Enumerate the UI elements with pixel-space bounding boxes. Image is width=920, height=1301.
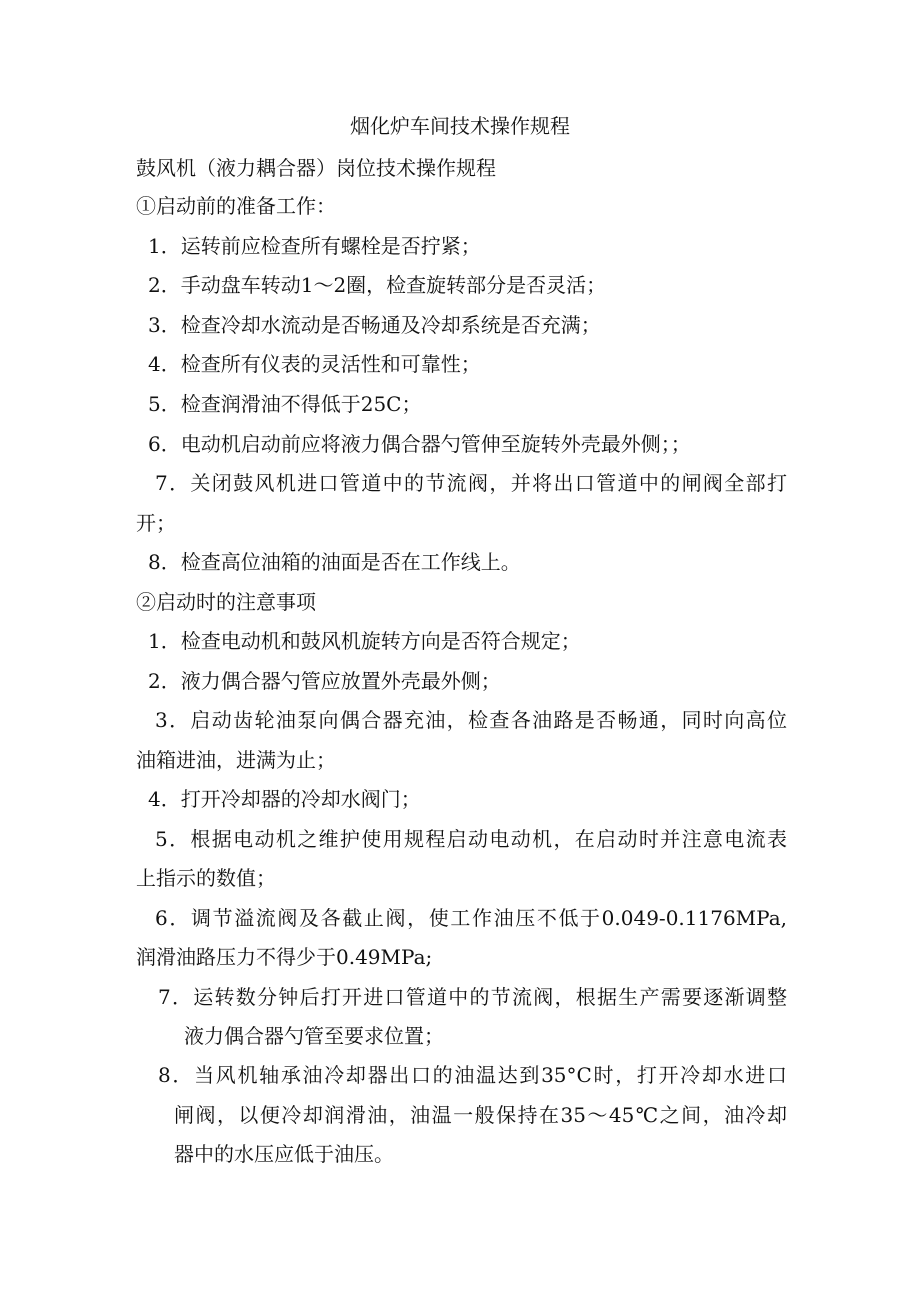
document-title: 烟化炉车间技术操作规程 bbox=[350, 114, 570, 138]
section2-item-7: 7．运转数分钟后打开进口管道中的节流阀，根据生产需要逐渐调整 bbox=[158, 985, 787, 1009]
section2-item-4: 4．打开冷却器的冷却水阀门； bbox=[148, 787, 421, 811]
section1-item-4: 4．检查所有仪表的灵活性和可靠性； bbox=[148, 352, 481, 376]
section1-item-1: 1．运转前应检查所有螺栓是否拧紧； bbox=[148, 234, 481, 258]
section2-heading: ②启动时的注意事项 bbox=[136, 590, 316, 614]
section1-item-7-continued: 开； bbox=[136, 511, 176, 535]
section2-item-6-continued: 润滑油路压力不得少于0.49MPa; bbox=[136, 945, 433, 969]
section1-item-8: 8．检查高位油箱的油面是否在工作线上。 bbox=[148, 550, 521, 574]
section2-item-7-continued: 液力偶合器勺管至要求位置； bbox=[184, 1024, 444, 1048]
section1-item-2: 2．手动盘车转动1～2圈，检查旋转部分是否灵活； bbox=[148, 273, 607, 297]
section2-item-3: 3．启动齿轮油泵向偶合器充油，检查各油路是否畅通，同时向高位 bbox=[155, 708, 787, 732]
section2-item-8-continued-1: 闸阀，以便冷却润滑油，油温一般保持在35～45℃之间，油冷却 bbox=[174, 1103, 787, 1127]
section1-item-5: 5．检查润滑油不得低于25C； bbox=[148, 392, 422, 416]
section2-item-8: 8．当风机轴承油冷却器出口的油温达到35°C时，打开冷却水进口 bbox=[158, 1063, 787, 1087]
section2-item-8-continued-2: 器中的水压应低于油压。 bbox=[174, 1142, 394, 1166]
section2-item-3-continued: 油箱进油，进满为止； bbox=[136, 748, 336, 772]
section2-item-6: 6．调节溢流阀及各截止阀，使工作油压不低于0.049-0.1176MPa, bbox=[155, 906, 787, 930]
section1-heading: ①启动前的准备工作： bbox=[136, 194, 336, 218]
section2-item-2: 2．液力偶合器勺管应放置外壳最外侧； bbox=[148, 669, 501, 693]
section1-item-6: 6．电动机启动前应将液力偶合器勺管伸至旋转外壳最外侧；； bbox=[148, 432, 691, 456]
section1-item-3: 3．检查冷却水流动是否畅通及冷却系统是否充满； bbox=[148, 313, 601, 337]
section1-item-7: 7．关闭鼓风机进口管道中的节流阀，并将出口管道中的闸阀全部打 bbox=[155, 471, 787, 495]
document-subtitle: 鼓风机（液力耦合器）岗位技术操作规程 bbox=[136, 156, 496, 180]
section2-item-5-continued: 上指示的数值； bbox=[136, 866, 276, 890]
section2-item-5: 5．根据电动机之维护使用规程启动电动机，在启动时并注意电流表 bbox=[155, 827, 787, 851]
section2-item-1: 1．检查电动机和鼓风机旋转方向是否符合规定； bbox=[148, 629, 581, 653]
